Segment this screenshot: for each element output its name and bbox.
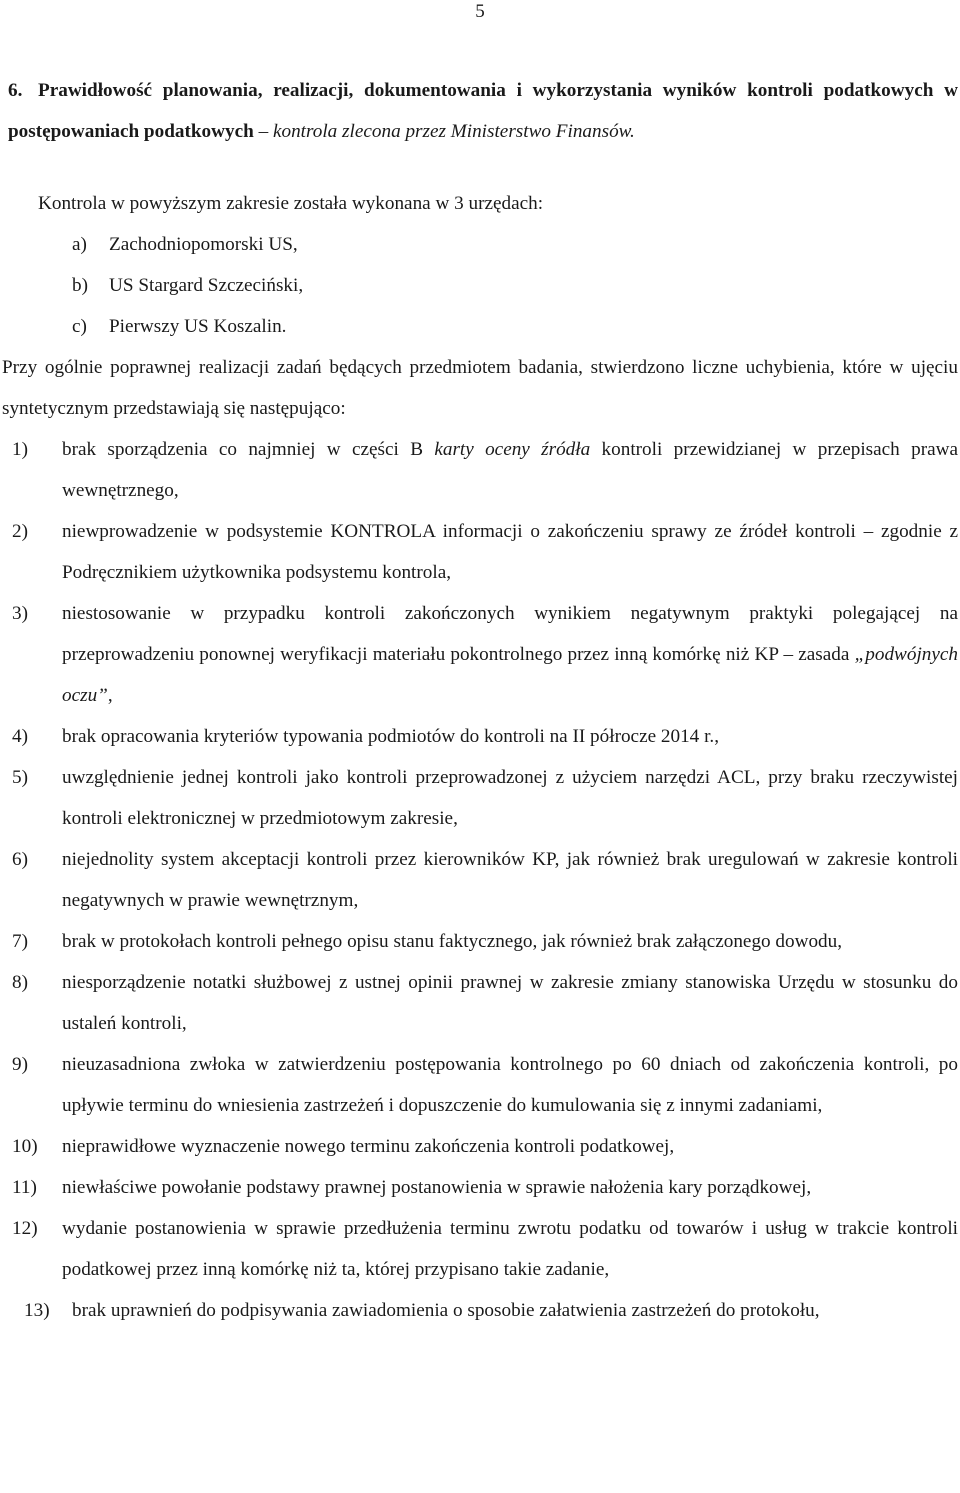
office-item xyxy=(72,265,303,306)
finding-text-part: nieuzasadniona zwłoka w zatwierdzeniu postępowania kontrolnego po 60 dniach od zakończenia kontroli, po upływie terminu do wniesienia zastrzeżeń i dopuszczenie do kumulowania się z innymi zadaniami, xyxy=(62,1054,958,1116)
finding-text-part: kontroli przewidzianej w przepisach prawa wewnętrznego, xyxy=(62,439,958,501)
finding-number: 6) xyxy=(12,849,28,870)
finding-item xyxy=(2,962,958,1044)
finding-number: 5) xyxy=(12,767,28,788)
finding-text-part: brak uprawnień do podpisywania zawiadomienia o sposobie załatwienia zastrzeżeń do protokołu, xyxy=(72,1300,820,1321)
page-number: 5 xyxy=(475,1,485,22)
finding-item xyxy=(2,1044,958,1126)
finding-text-part: niewprowadzenie w podsystemie KONTROLA informacji o zakończeniu sprawy ze źródeł kontroli – zgodnie z Podręcznikiem użytkownika podsystemu kontrola, xyxy=(62,521,958,583)
section-dash: – xyxy=(253,121,273,142)
finding-item xyxy=(2,716,958,757)
finding-number: 4) xyxy=(12,726,28,747)
findings-list xyxy=(2,429,958,1331)
finding-text-part: uwzględnienie jednej kontroli jako kontroli przeprowadzonej z użyciem narzędzi ACL, przy braku rzeczywistej kontroli elektronicznej w przedmiotowym zakresie, xyxy=(62,767,958,829)
findings-intro-paragraph: Przy ogólnie poprawnej realizacji zadań będących przedmiotem badania, stwierdzono liczne uchybienia, które w ujęciu syntetycznym przedstawiają się następująco: xyxy=(2,357,958,419)
finding-text-part: brak sporządzenia co najmniej w części B xyxy=(62,439,435,460)
finding-item xyxy=(2,1208,958,1290)
section-number: 6. xyxy=(8,80,23,101)
finding-italic-term: „podwójnych oczu” xyxy=(62,644,958,706)
finding-number: 10) xyxy=(12,1136,38,1157)
finding-number: 12) xyxy=(12,1218,38,1239)
intro-text: Kontrola w powyższym zakresie została wykonana w 3 urzędach: xyxy=(38,193,544,214)
finding-text-part: brak opracowania kryteriów typowania podmiotów do kontroli na II półrocze 2014 r., xyxy=(62,726,719,747)
office-item xyxy=(72,306,303,347)
finding-text-part: nieprawidłowe wyznaczenie nowego terminu zakończenia kontroli podatkowej, xyxy=(62,1136,675,1157)
office-list xyxy=(72,224,303,347)
finding-item xyxy=(2,593,958,716)
office-text: Pierwszy US Koszalin. xyxy=(109,316,287,337)
finding-item xyxy=(2,1290,958,1331)
finding-number: 8) xyxy=(12,972,28,993)
finding-number: 2) xyxy=(12,521,28,542)
office-label: a) xyxy=(72,234,87,255)
office-label: c) xyxy=(72,316,87,337)
finding-text-part: niestosowanie w przypadku kontroli zakończonych wynikiem negatywnym praktyki polegającej na przeprowadzeniu ponownej weryfikacji materiału pokontrolnego przez inną komórkę niż KP – zasada xyxy=(62,603,958,665)
finding-text-part: niewłaściwe powołanie podstawy prawnej postanowienia w sprawie nałożenia kary porządkowej, xyxy=(62,1177,812,1198)
finding-text xyxy=(62,429,958,511)
finding-number: 9) xyxy=(12,1054,28,1075)
finding-text-part: wydanie postanowienia w sprawie przedłużenia terminu zwrotu podatku od towarów i usług w trakcie kontroli podatkowej przez inną komórkę niż ta, której przypisano takie zadanie, xyxy=(62,1218,958,1280)
finding-text xyxy=(62,962,958,1044)
finding-text-part: , xyxy=(107,685,113,706)
finding-text xyxy=(62,839,958,921)
finding-text xyxy=(62,593,958,716)
finding-text xyxy=(62,716,958,757)
finding-item xyxy=(2,429,958,511)
finding-text-part: brak w protokołach kontroli pełnego opisu stanu faktycznego, jak również brak załączonego dowodu, xyxy=(62,931,843,952)
finding-item xyxy=(2,1167,958,1208)
finding-text-part: niesporządzenie notatki służbowej z ustnej opinii prawnej w zakresie zmiany stanowiska Urzędu w stosunku do ustaleń kontroli, xyxy=(62,972,958,1034)
finding-italic-term: karty oceny źródła xyxy=(434,439,591,460)
finding-number: 7) xyxy=(12,931,28,952)
office-text: US Stargard Szczeciński, xyxy=(109,275,304,296)
section-title: Prawidłowość planowania, realizacji, dokumentowania i wykorzystania wyników kontroli podatkowych w postępowaniach podatkowych xyxy=(8,80,958,142)
finding-item xyxy=(2,511,958,593)
finding-text xyxy=(62,757,958,839)
section-heading xyxy=(8,70,958,152)
finding-text xyxy=(62,1208,958,1290)
office-label: b) xyxy=(72,275,88,296)
finding-item xyxy=(2,839,958,921)
finding-text xyxy=(62,1167,958,1208)
finding-text xyxy=(62,1044,958,1126)
finding-text xyxy=(62,921,958,962)
finding-item xyxy=(2,1126,958,1167)
finding-text-part: niejednolity system akceptacji kontroli przez kierowników KP, jak również brak uregulowań w zakresie kontroli negatywnych w prawie wewnętrznym, xyxy=(62,849,958,911)
finding-number: 3) xyxy=(12,603,28,624)
finding-number: 13) xyxy=(24,1300,50,1321)
finding-item xyxy=(2,921,958,962)
section-subtitle: kontrola zlecona przez Ministerstwo Finansów. xyxy=(272,121,635,142)
finding-item xyxy=(2,757,958,839)
finding-text xyxy=(62,511,958,593)
finding-number: 1) xyxy=(12,439,28,460)
office-item xyxy=(72,224,303,265)
office-text: Zachodniopomorski US, xyxy=(109,234,298,255)
finding-text xyxy=(72,1290,958,1331)
finding-number: 11) xyxy=(12,1177,37,1198)
finding-text xyxy=(62,1126,958,1167)
